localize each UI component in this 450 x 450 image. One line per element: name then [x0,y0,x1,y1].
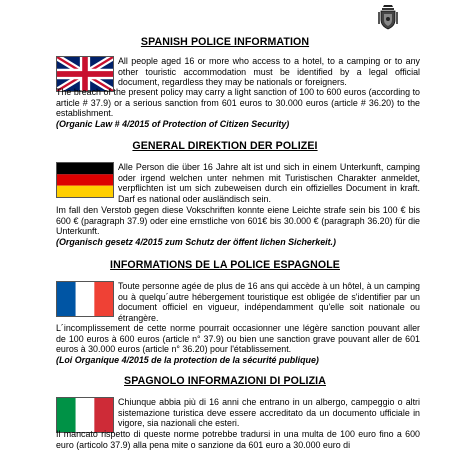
english-body-text: The breach of the present policy may carry a light sanction of 100 to 600 euros (according to article # 37.9) or a serious sanction from 601 euros to 30.000 euros (article # 36.20) to the establishment. [56,87,420,119]
german-intro-text: Alle Person die über 16 Jahre alt ist und sich in einem Unterkunft, camping oder irgend welchen unter nehmen mit Turistischen Charakter anmeldet, verpflichten ist um sich zubeweisen durch ein offizielles Document in kraft. Darf es national oder ausländisch sein. [118,162,420,204]
france-flag-icon [56,281,114,317]
police-crest-icon [377,4,399,30]
english-law-reference: (Organic Law # 4/2015 of Protection of Citizen Security) [56,119,290,129]
german-law-reference: (Organisch gesetz 4/2015 zum Schutz der öffent lichen Sicherkeit.) [56,237,336,247]
italy-flag-icon [56,397,114,433]
section-title-german: GENERAL DIREKTION DER POLIZEI [132,140,318,152]
italian-intro-text: Chiunque abbia più di 16 anni che entrano in un albergo, campeggio o altri sistemazione turistica deve essere accreditato da un documento ufficiale in vigore, sia nazionali che esteri. [118,397,420,429]
french-intro-text: Toute personne agée de plus de 16 ans qui accède à un hôtel, à un camping ou à quelqu´autre hébergement touristique est obligée de s'identifier par un document officiel en vigueur, indépendamment qu'elle soit nationale ou étrangère. [118,281,420,323]
french-body-text: L´incomplissement de cette norme pourrait occasionner une légère sanction pouvant aller de 100 euros à 600 euros (article n° 37.9) ou bien une sanction grave pouvant aller de 601 euros à 30.000 euros (article n° 36.20) pour l'établissement. [56,323,420,355]
english-intro-text: All people aged 16 or more who access to a hotel, to a camping or to any other touristic accommodation must be identified by a legal official document, regardless they may be nationals or foreigners. [118,56,420,88]
italian-body-text: Il mancato rispetto di queste norme potrebbe tradursi in una multa de 100 euro fino a 600 euro (articolo 37.9) alla pena mite o sanzione da 601 euro a 30.000 euro di [56,429,420,450]
german-body-text: Im fall den Verstob gegen diese Vokschriften konnte eiene Leichte strafe sein bis 100 € bis 600 € (paragraph 37.9) oder eine ernstliche von 601€ bis 30.000 € (paragraph 36.20) für die Unterkunft. [56,205,420,237]
section-title-italian: SPAGNOLO INFORMAZIONI DI POLIZIA [124,375,326,387]
section-title-english: SPANISH POLICE INFORMATION [140,36,310,48]
section-title-french: INFORMATIONS DE LA POLICE ESPAGNOLE [110,259,340,271]
germany-flag-icon [56,162,114,198]
french-law-reference: (Loi Organique 4/2015 de la protection de la sécurité publique) [56,355,319,365]
